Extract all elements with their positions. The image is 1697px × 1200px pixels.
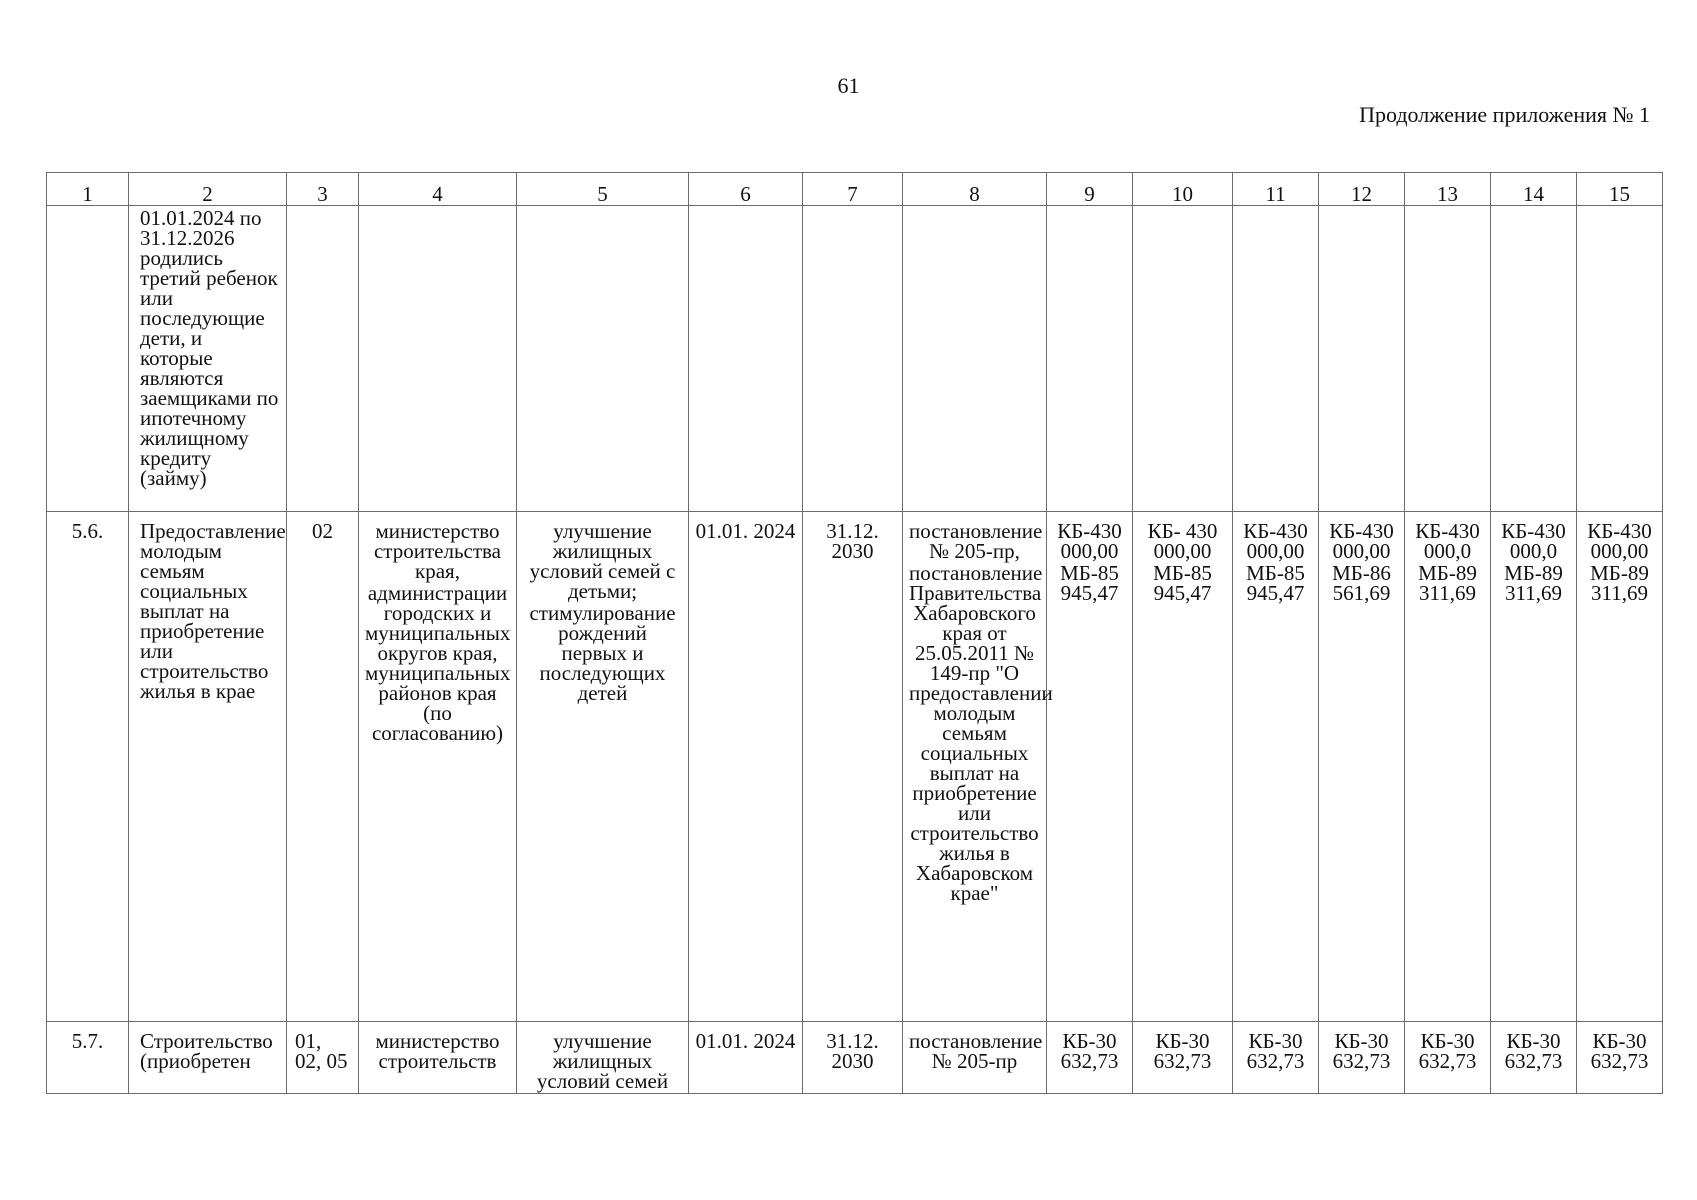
end-date: 31.12. 2030 — [826, 519, 879, 563]
table-cell — [359, 512, 517, 1022]
municipal-budget-amount: МБ-85 945,47 — [1153, 561, 1212, 605]
expected-result: улучшение жилищных условий семей с детьми; — [529, 519, 676, 603]
regional-budget-amount: КБ-30 632,73 — [1246, 1029, 1305, 1073]
table-row-continued — [47, 206, 1663, 512]
table-row-5-6 — [47, 512, 1663, 1022]
regional-budget-amount: КБ- 430 000,00 — [1147, 519, 1218, 563]
table-cell — [903, 512, 1053, 1022]
table-cell — [47, 1022, 129, 1094]
table-cell — [129, 206, 287, 512]
start-date: 01.01. 2024 — [695, 519, 796, 543]
regional-budget-amount: КБ-30 632,73 — [1590, 1029, 1649, 1073]
municipal-budget-amount: МБ-89 311,69 — [1418, 561, 1477, 605]
column-header: 11 — [1233, 173, 1319, 206]
measure-name: Строительство (приобретен — [140, 1029, 273, 1073]
table-cell — [903, 206, 1047, 512]
page-number: 61 — [837, 73, 860, 98]
table-cell — [287, 512, 359, 1022]
regional-budget-amount: КБ-430 000,00 — [1057, 519, 1122, 563]
table-cell — [1319, 206, 1405, 512]
column-header: 15 — [1577, 173, 1663, 206]
table-cell — [1491, 1022, 1577, 1094]
task-code: 01, 02, 05 — [295, 1029, 348, 1073]
regional-budget-amount: КБ-430 000,00 — [1587, 519, 1652, 563]
municipal-budget-amount: МБ-85 945,47 — [1060, 561, 1119, 605]
regional-budget-amount: КБ-430 000,00 — [1329, 519, 1394, 563]
row-number: 5.7. — [71, 1029, 104, 1053]
task-code: 02 — [312, 519, 333, 543]
program-measures-table — [46, 172, 1663, 1094]
municipal-budget-amount: МБ-85 945,47 — [1246, 561, 1305, 605]
table-row-5-7 — [47, 1022, 1663, 1094]
legal-basis: постановление № 205-пр — [909, 1029, 1043, 1073]
regional-budget-amount: КБ-30 632,73 — [1153, 1029, 1212, 1073]
regional-budget-amount: КБ-430 000,0 — [1415, 519, 1480, 563]
table-cell — [1491, 512, 1577, 1022]
regional-budget-amount: КБ-430 000,00 — [1243, 519, 1308, 563]
regional-budget-amount: КБ-30 632,73 — [1060, 1029, 1119, 1073]
table-cell — [903, 1022, 1047, 1094]
executor-primary: министерство строительств — [375, 1029, 500, 1073]
table-cell — [1577, 1022, 1663, 1094]
column-header: 6 — [689, 173, 803, 206]
table-cell — [1491, 206, 1577, 512]
column-header: 9 — [1047, 173, 1133, 206]
table-cell — [1405, 512, 1491, 1022]
column-header: 1 — [47, 173, 129, 206]
column-header: 13 — [1405, 173, 1491, 206]
municipal-budget-amount: МБ-86 561,69 — [1332, 561, 1391, 605]
municipal-budget-amount: МБ-89 311,69 — [1590, 561, 1649, 605]
legal-basis: постановление Правительства Хабаровского края от 25.05.2011 № 149-пр "О предоставлении молодым семьям социальных выплат на приобретение или строительство жилья в Хабаровском крае" — [909, 561, 1053, 905]
row-number: 5.6. — [71, 519, 104, 543]
table-cell — [1047, 206, 1133, 512]
regional-budget-amount: КБ-30 632,73 — [1332, 1029, 1391, 1073]
table-cell — [689, 512, 803, 1022]
table-cell — [803, 1022, 903, 1094]
table-cell — [517, 206, 689, 512]
table-cell — [517, 1022, 689, 1094]
column-header: 7 — [803, 173, 903, 206]
table-cell — [1233, 512, 1319, 1022]
regional-budget-amount: КБ-430 000,0 — [1501, 519, 1566, 563]
measure-name: Предоставление молодым семьям социальных выплат на приобретение или строительство жилья в крае — [140, 519, 286, 703]
expected-result: улучшение жилищных условий семей — [536, 1029, 669, 1093]
column-header: 3 — [287, 173, 359, 206]
executor-secondary: администрации городских и муниципальных округов края, муниципальных районов края (по согласованию) — [365, 581, 511, 745]
table-cell — [689, 1022, 803, 1094]
table-cell — [1047, 512, 1133, 1022]
table-cell — [517, 512, 689, 1022]
table-cell — [1405, 206, 1491, 512]
column-header: 2 — [129, 173, 287, 206]
table-cell — [1319, 512, 1405, 1022]
column-header: 10 — [1133, 173, 1233, 206]
table-cell — [129, 512, 287, 1022]
regional-budget-amount: КБ-30 632,73 — [1418, 1029, 1477, 1073]
table-cell — [359, 1022, 517, 1094]
table-cell — [1047, 1022, 1133, 1094]
table-cell — [47, 206, 129, 512]
municipal-budget-amount: МБ-89 311,69 — [1504, 561, 1563, 605]
table-cell — [129, 1022, 287, 1094]
end-date: 31.12. 2030 — [826, 1029, 879, 1073]
start-date: 01.01. 2024 — [695, 1029, 796, 1053]
table-cell — [1133, 512, 1233, 1022]
table-cell — [1319, 1022, 1405, 1094]
table-cell — [689, 206, 803, 512]
column-number-row — [47, 173, 1663, 206]
measure-name-continued: 01.01.2024 по 31.12.2026 родились третий ребенок или последующие дети, и которые являются заемщиками по ипотечному жилищному кредиту (займу) — [140, 206, 279, 490]
column-header: 5 — [517, 173, 689, 206]
appendix-continuation-label: Продолжение приложения № 1 — [1359, 102, 1650, 127]
table-cell — [1233, 206, 1319, 512]
column-header: 12 — [1319, 173, 1405, 206]
table-cell — [803, 512, 903, 1022]
expected-result: стимулирование рождений первых и последующих детей — [529, 601, 676, 705]
table-cell — [1133, 1022, 1233, 1094]
column-header: 14 — [1491, 173, 1577, 206]
table-cell — [287, 206, 359, 512]
table-cell — [803, 206, 903, 512]
table-cell — [1233, 1022, 1319, 1094]
regional-budget-amount: КБ-30 632,73 — [1504, 1029, 1563, 1073]
legal-basis: постановление № 205-пр, — [909, 519, 1043, 563]
table-cell — [47, 512, 129, 1022]
table-cell — [287, 1022, 359, 1094]
column-header: 4 — [359, 173, 517, 206]
table-cell — [1577, 512, 1663, 1022]
table-cell — [1405, 1022, 1491, 1094]
table-cell — [1577, 206, 1663, 512]
executor-primary: министерство строительства края, — [373, 519, 501, 583]
column-header: 8 — [903, 173, 1047, 206]
table-cell — [359, 206, 517, 512]
table-cell — [1133, 206, 1233, 512]
